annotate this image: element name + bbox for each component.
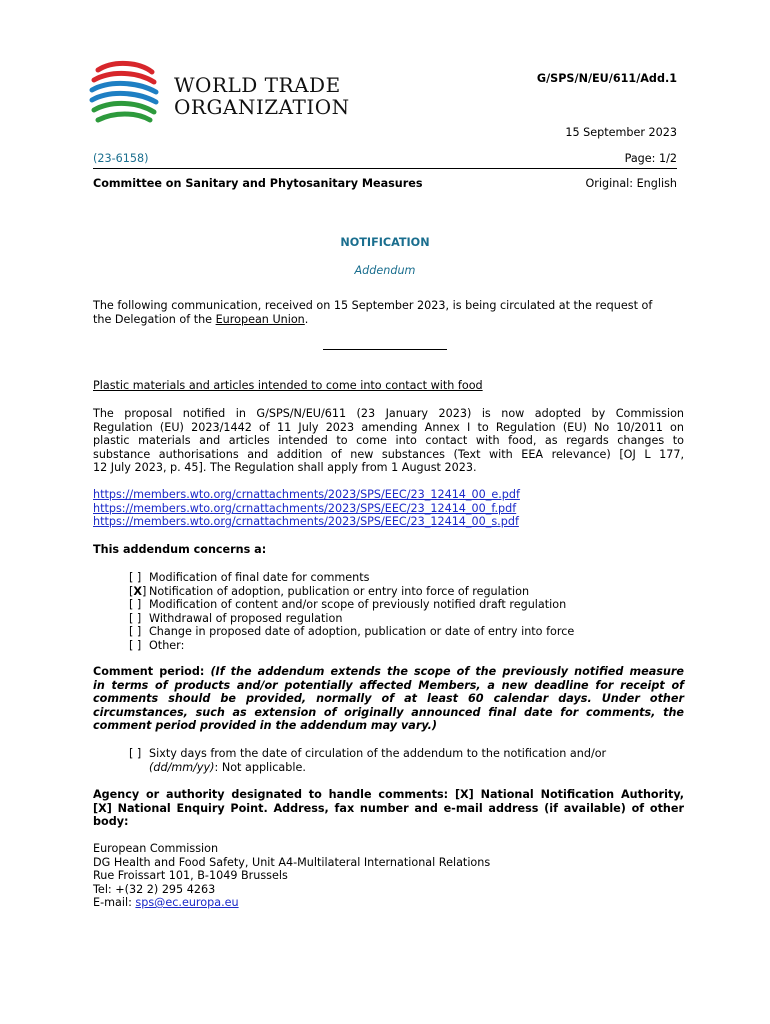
checkbox (93, 585, 149, 599)
checkbox (93, 571, 149, 585)
checkbox (93, 639, 149, 653)
intro-line: The following communication, received on 15 September 2023, is being circulated at the request of (93, 299, 653, 312)
delegation-name: European Union (215, 312, 305, 326)
intro-text: the Delegation of the (93, 312, 216, 326)
checkbox (93, 612, 149, 626)
org-name-line1: WORLD TRADE (174, 73, 341, 97)
subject-title: Plastic materials and articles intended to come into contact with food (93, 379, 483, 392)
email-link[interactable]: sps@ec.europa.eu (135, 896, 239, 909)
agency-line: Agency or authority designated to handle comments: [X] National Notification Authority, (93, 788, 684, 801)
list-item (93, 612, 574, 626)
reference-number: (23-6158) (93, 152, 149, 165)
list-item (93, 625, 574, 639)
body-paragraph (93, 407, 684, 475)
attachment-link-fr[interactable]: https://members.wto.org/crnattachments/2023/SPS/EEC/23_12414_00_f.pdf (93, 501, 517, 515)
check-mark: X (133, 584, 143, 598)
agency-line: [X] National Enquiry Point. Address, fax number and e-mail address (if available) of other (93, 801, 684, 815)
bracket: [ (129, 598, 137, 611)
comment-period-line: in terms of products and/or potentially affected Members, a new deadline for receipt of (93, 678, 684, 692)
original-language: Original: English (585, 177, 677, 190)
comment-period-line (93, 665, 684, 679)
org-name-line2: ORGANIZATION (174, 95, 350, 119)
comment-period-line: circumstances, such as extension of originally announced final date for comments, the (93, 705, 684, 719)
agency-paragraph (93, 788, 684, 829)
separator-line (323, 349, 447, 350)
attachment-link-es[interactable]: https://members.wto.org/crnattachments/2023/SPS/EEC/23_12414_00_s.pdf (93, 515, 519, 528)
checkbox-label: Notification of adoption, publication or entry into force of regulation (149, 584, 530, 598)
list-item (93, 598, 574, 612)
addendum-subtitle: Addendum (354, 264, 416, 277)
attachment-links (93, 488, 520, 529)
concerns-heading: This addendum concerns a: (93, 543, 267, 556)
email-label: E-mail: (93, 896, 136, 909)
page-indicator: Page: 1/2 (624, 152, 677, 165)
header-divider (93, 168, 677, 169)
list-item (93, 747, 606, 761)
checkbox (93, 598, 149, 612)
bracket: ] (136, 611, 142, 625)
list-item (93, 571, 574, 585)
organization-name (174, 74, 350, 118)
bracket: ] (136, 625, 142, 638)
bracket: [ (129, 584, 134, 598)
comment-period-label: Comment period: (93, 665, 211, 678)
comment-period-paragraph (93, 665, 684, 733)
bracket: [ (129, 571, 137, 584)
address-line: DG Health and Food Safety, Unit A4-Multilateral International Relations (93, 855, 491, 869)
checkbox: [ ] (129, 747, 142, 760)
checkbox-label: Modification of content and/or scope of previously notified draft regulation (149, 598, 567, 611)
checkbox-label: Other: (149, 638, 185, 652)
body-line: Regulation (EU) 2023/1442 of 11 July 2023 amending Annex I to Regulation (EU) No 10/2011 on (93, 420, 684, 434)
body-line: plastic materials and articles intended to come into contact with food, as regards changes to (93, 434, 684, 447)
option-text-rest: : Not applicable. (214, 760, 306, 774)
address-block (93, 842, 490, 910)
intro-text: . (304, 312, 309, 326)
list-item (93, 639, 574, 653)
bracket: ] (136, 571, 142, 584)
option-text (149, 761, 306, 775)
comment-period-line: comment period provided in the addendum may vary.) (93, 719, 437, 732)
bracket: [ (129, 611, 137, 625)
intro-line (93, 313, 677, 327)
comment-period-text: (If the addendum extends the scope of the previously notified measure (210, 665, 684, 678)
body-line: The proposal notified in G/SPS/N/EU/611 (23 January 2023) is now adopted by Commission (93, 407, 684, 420)
checkbox-label: Change in proposed date of adoption, publication or date of entry into force (149, 625, 575, 638)
notification-title: NOTIFICATION (340, 236, 430, 249)
address-line (93, 896, 490, 910)
address-line: Rue Froissart 101, B-1049 Brussels (93, 869, 288, 882)
sixty-days-option (93, 747, 606, 774)
address-line: Tel: +(32 2) 295 4263 (93, 882, 216, 896)
bracket: ] (136, 598, 142, 611)
date-format: (dd/mm/yy) (149, 760, 215, 774)
list-item (93, 761, 606, 775)
intro-paragraph (93, 299, 677, 326)
checkbox-spacer (93, 761, 149, 775)
concerns-list (93, 571, 574, 652)
document-date: 15 September 2023 (565, 126, 677, 139)
bracket: [ (129, 625, 137, 638)
wto-logo-icon (84, 56, 164, 128)
agency-line: body: (93, 815, 129, 828)
bracket: ] (142, 584, 147, 598)
bracket: [ (129, 638, 137, 652)
committee-name: Committee on Sanitary and Phytosanitary Measures (93, 177, 423, 190)
comment-period-line: comments should be provided, normally of at least 60 calendar days. Under other (93, 692, 684, 705)
checkbox (93, 625, 149, 639)
list-item (93, 585, 574, 599)
checkbox-label: Modification of final date for comments (149, 571, 370, 584)
address-line: European Commission (93, 842, 219, 855)
body-line: 12 July 2023, p. 45]. The Regulation shall apply from 1 August 2023. (93, 461, 477, 474)
option-text: Sixty days from the date of circulation of the addendum to the notification and/or (149, 747, 607, 760)
body-line: substance authorisations and addition of new substances (Text with EEA relevance) [OJ L 177, (93, 447, 684, 461)
bracket: ] (136, 638, 142, 652)
attachment-link-en[interactable]: https://members.wto.org/crnattachments/2023/SPS/EEC/23_12414_00_e.pdf (93, 488, 520, 501)
document-symbol: G/SPS/N/EU/611/Add.1 (536, 72, 677, 85)
checkbox-label: Withdrawal of proposed regulation (149, 611, 343, 625)
